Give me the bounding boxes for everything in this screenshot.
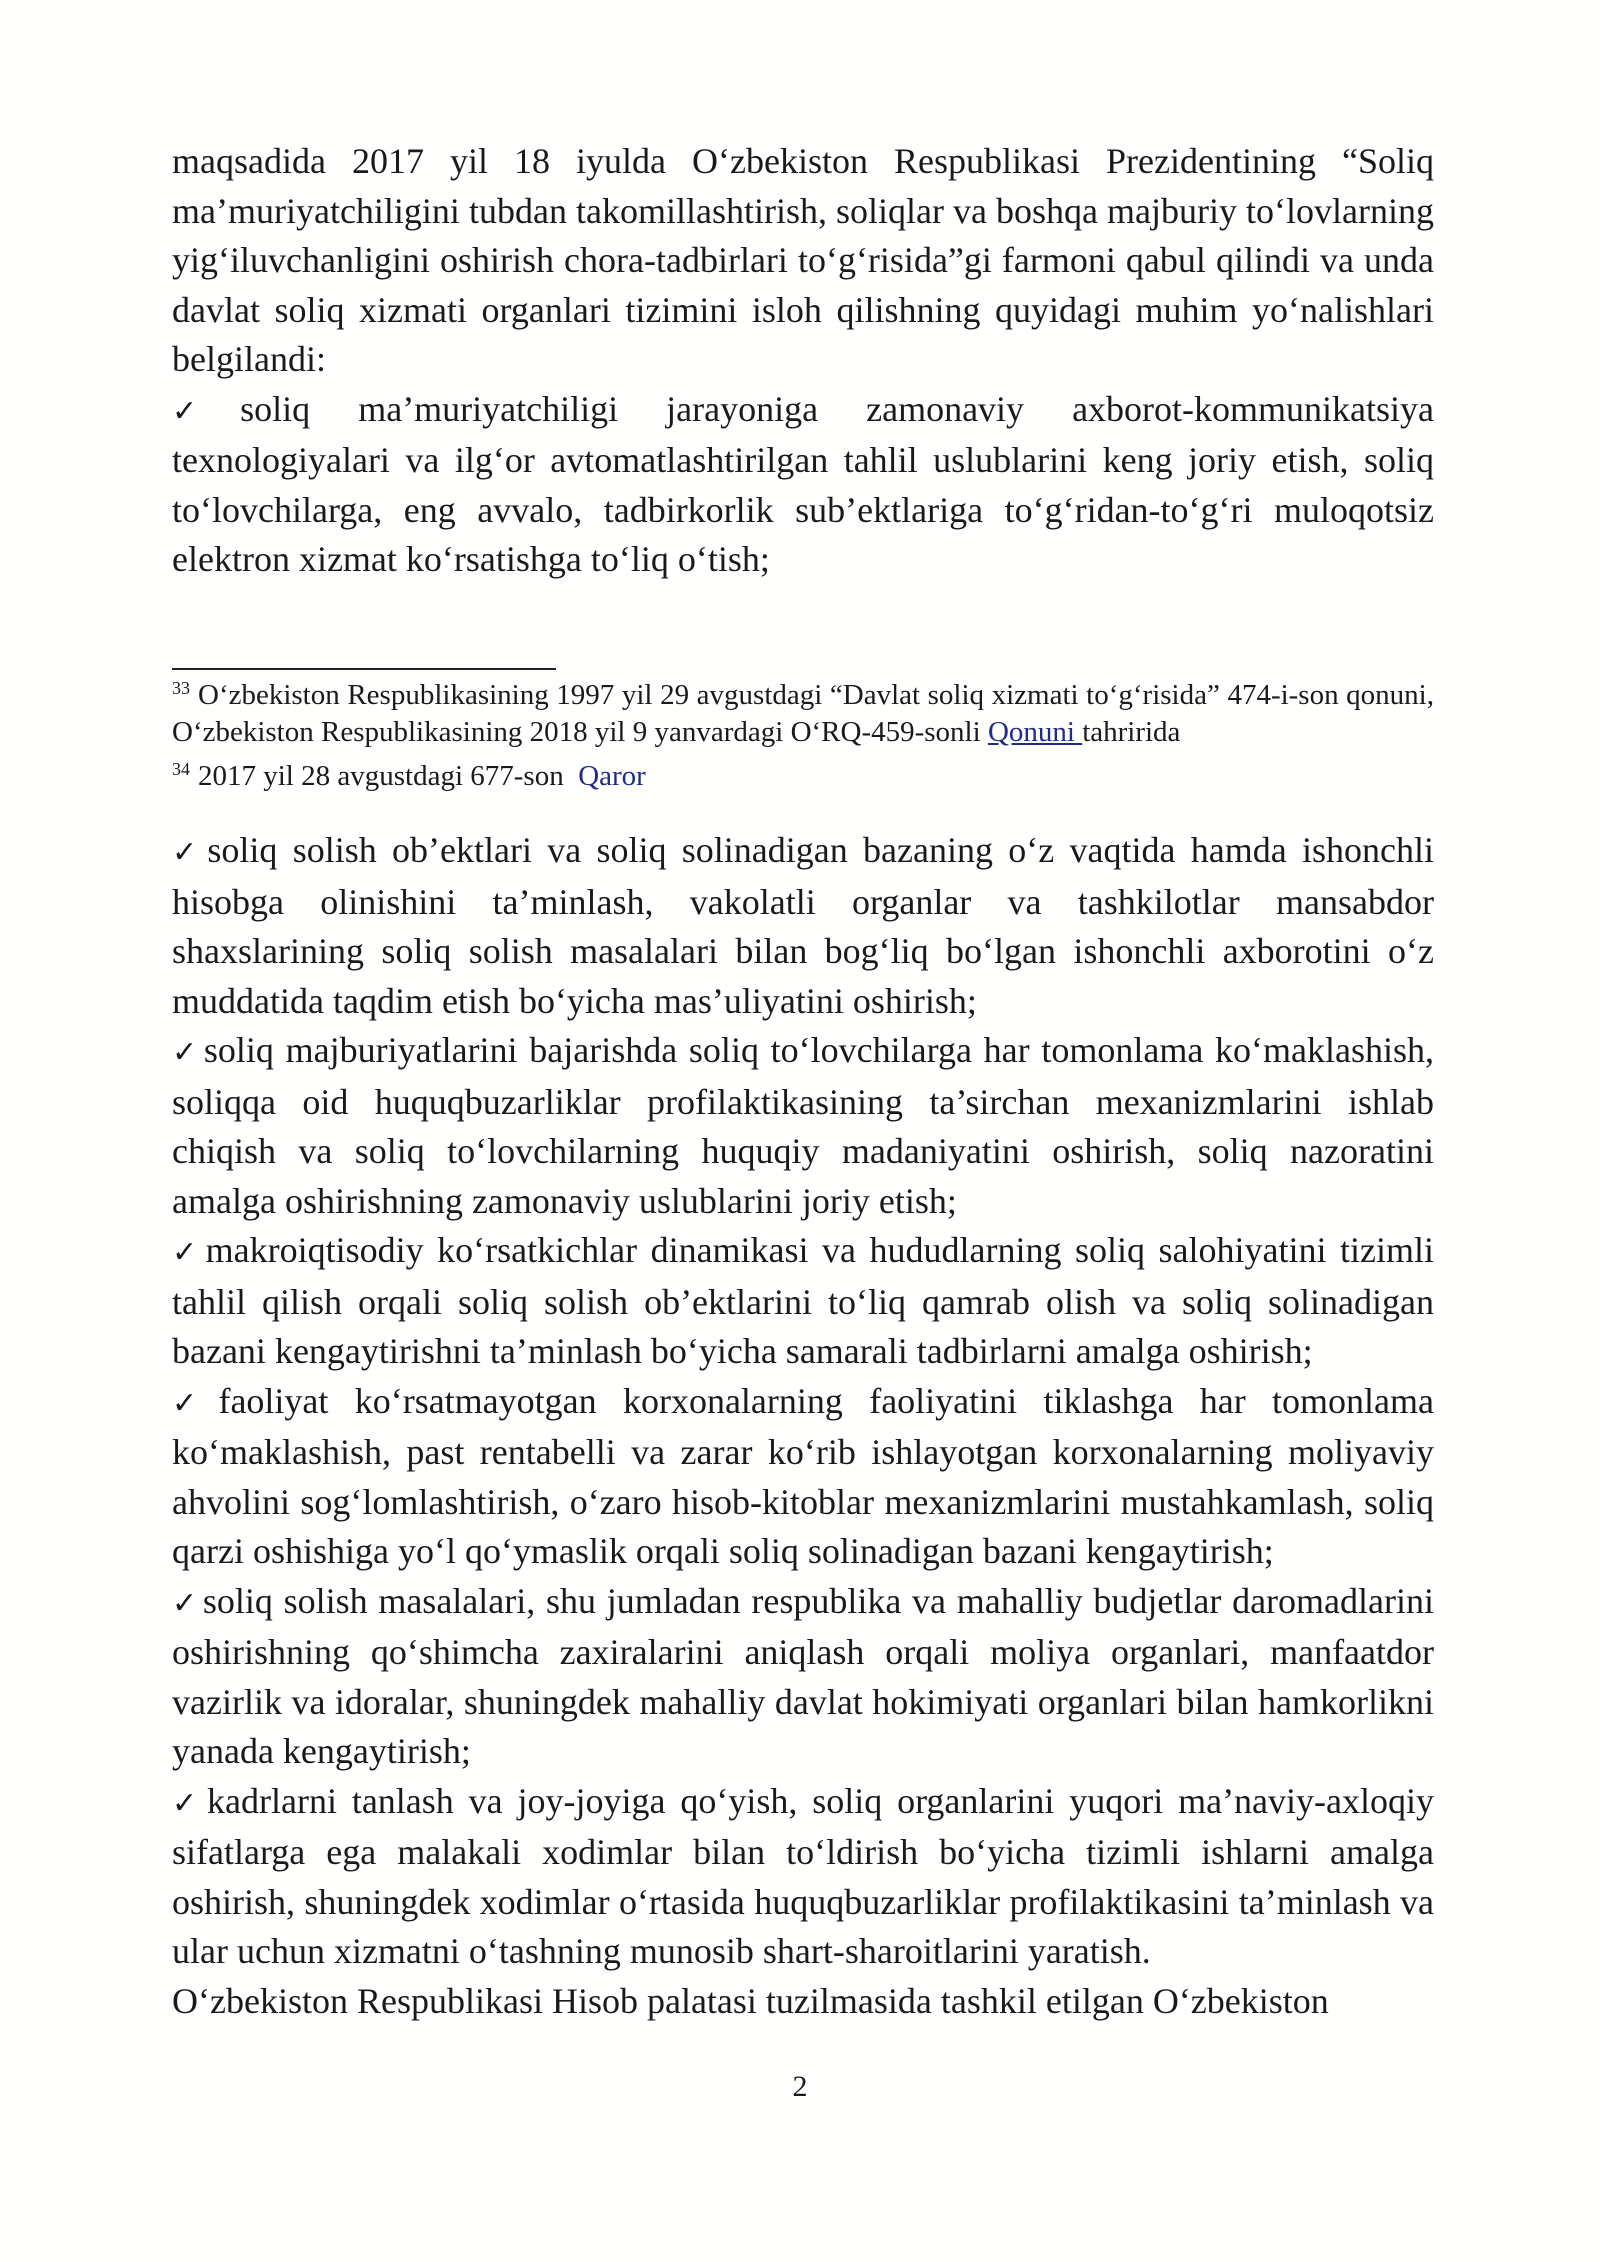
- footnote-number: 34: [172, 759, 190, 779]
- footnote-number: 33: [172, 678, 190, 698]
- checkmark-icon: ✓: [172, 1035, 200, 1070]
- list-item: [172, 1226, 1434, 1377]
- closing-paragraph: O‘zbekiston Respublikasi Hisob palatasi tuzilmasida tashkil etilgan O‘zbekiston: [172, 1980, 1329, 2021]
- checkmark-icon: ✓: [172, 1235, 202, 1270]
- list-item-text: soliq solish masalalari, shu jumladan respublika va mahalliy budjetlar daromadlarini oshirishning qo‘shimcha zaxiralarini aniqlash orqali moliya organlari, manfaatdor vazirlik va idoralar, shuningdek mahalliy davlat hokimiyati organlari bilan hamkorlikni yanada kengaytirish;: [172, 1580, 1435, 1771]
- checkmark-icon: ✓: [172, 1585, 199, 1621]
- footnote-text: O‘zbekiston Respublikasining 1997 yil 29 avgustdagi “Davlat soliq xizmati to‘g‘risida” 474-i-son qonuni, O‘zbekiston Respublikasining 2018 yil 9 yanvardagi O‘RQ-459-sonli: [172, 679, 1434, 748]
- list-item-text: makroiqtisodiy ko‘rsatkichlar dinamikasi va hududlarning soliq salohiyatini tizimli tahlil qilish orqali soliq solish ob’ektlarini to‘liq qamrab olish va soliq solinadigan bazani kengaytirishni ta’minlash bo‘yicha samarali tadbirlarni amalga oshirish;: [172, 1230, 1435, 1371]
- list-item: [172, 385, 1434, 585]
- footnote-link-qaror[interactable]: Qaror: [578, 760, 646, 792]
- footnote-link-qonuni[interactable]: Qonuni: [987, 716, 1083, 748]
- list-item-text: kadrlarni tanlash va joy-joyiga qo‘yish, soliq organlarini yuqori ma’naviy-axloqiy sifatlarga ega malakali xodimlar bilan to‘ldirish bo‘yicha tizimli ishlarni amalga oshirish, shuningdek xodimlar o‘rtasida huquqbuzarliklar profilaktikasini ta’minlash va ular uchun xizmatni o‘tashning munosib shart-sharoitlarini yaratish.: [172, 1780, 1435, 1971]
- checkmark-icon: ✓: [172, 835, 204, 870]
- checkmark-icon: ✓: [172, 1785, 204, 1821]
- list-item-text: soliq ma’muriyatchiligi jarayoniga zamonaviy axborot-kommunikatsiya texnologiyalari va ilg‘or avtomatlashtirilgan tahlil uslublarini keng joriy etish, soliq to‘lovchilarga, eng avvalo, tadbirkorlik sub’ektlariga to‘g‘ridan-to‘g‘ri muloqotsiz elektron xizmat ko‘rsatishga to‘liq o‘tish;: [172, 388, 1435, 579]
- footnote-34: [172, 751, 1434, 795]
- list-item: [172, 1777, 1434, 1977]
- list-item-text: faoliyat ko‘rsatmayotgan korxonalarning faoliyatini tiklashga har tomonlama ko‘maklashish, past rentabelli va zarar ko‘rib ishlayotgan korxonalarning moliyaviy ahvolini sog‘lomlashtirish, o‘zaro hisob-kitoblar mexanizmlarini mustahkamlash, soliq qarzi oshishiga yo‘l qo‘ymaslik orqali soliq solinadigan bazani kengaytirish;: [172, 1380, 1434, 1571]
- checkmark-icon: ✓: [172, 393, 237, 429]
- checkmark-icon: ✓: [172, 1385, 215, 1421]
- list-item: [172, 826, 1434, 1026]
- body-text-bottom: [172, 826, 1434, 2026]
- intro-paragraph: maqsadida 2017 yil 18 iyulda O‘zbekiston Respublikasi Prezidentining “Soliq ma’muriyatchiligini tubdan takomillashtirish, soliqlar va boshqa majburiy to‘lovlarning yig‘iluvchanligini oshirish chora-tadbirlari to‘g‘risida”gi farmoni qabul qilindi va unda davlat soliq xizmati organlari tizimini isloh qilishning quyidagi muhim yo‘nalishlari belgilandi:: [172, 141, 1434, 379]
- footnote-33: [172, 670, 1434, 751]
- body-text-top: [172, 137, 1434, 585]
- list-item: [172, 1577, 1434, 1777]
- list-item-text: soliq solish ob’ektlari va soliq solinadigan bazaning o‘z vaqtida hamda ishonchli hisobga olinishini ta’minlash, vakolatli organlar va tashkilotlar mansabdor shaxslarining soliq solish masalalari bilan bog‘liq bo‘lgan ishonchli axborotini o‘z muddatida taqdim etish bo‘yicha mas’uliyatini oshirish;: [172, 830, 1434, 1021]
- list-item: [172, 1026, 1434, 1226]
- footnote-text: 2017 yil 28 avgustdagi 677-son: [198, 760, 564, 792]
- list-item: [172, 1377, 1434, 1577]
- list-item-text: soliq majburiyatlarini bajarishda soliq to‘lovchilarga har tomonlama ko‘maklashish, soliqqa oid huquqbuzarliklar profilaktikasining ta’sirchan mexanizmlarini ishlab chiqish va soliq to‘lovchilarning huquqiy madaniyatini oshirish, soliq nazoratini amalga oshirishning zamonaviy uslublarini joriy etish;: [172, 1030, 1435, 1221]
- footnote-tail: tahririda: [1082, 716, 1181, 748]
- page-number: 2: [792, 2070, 808, 2103]
- footnotes: [172, 670, 1434, 795]
